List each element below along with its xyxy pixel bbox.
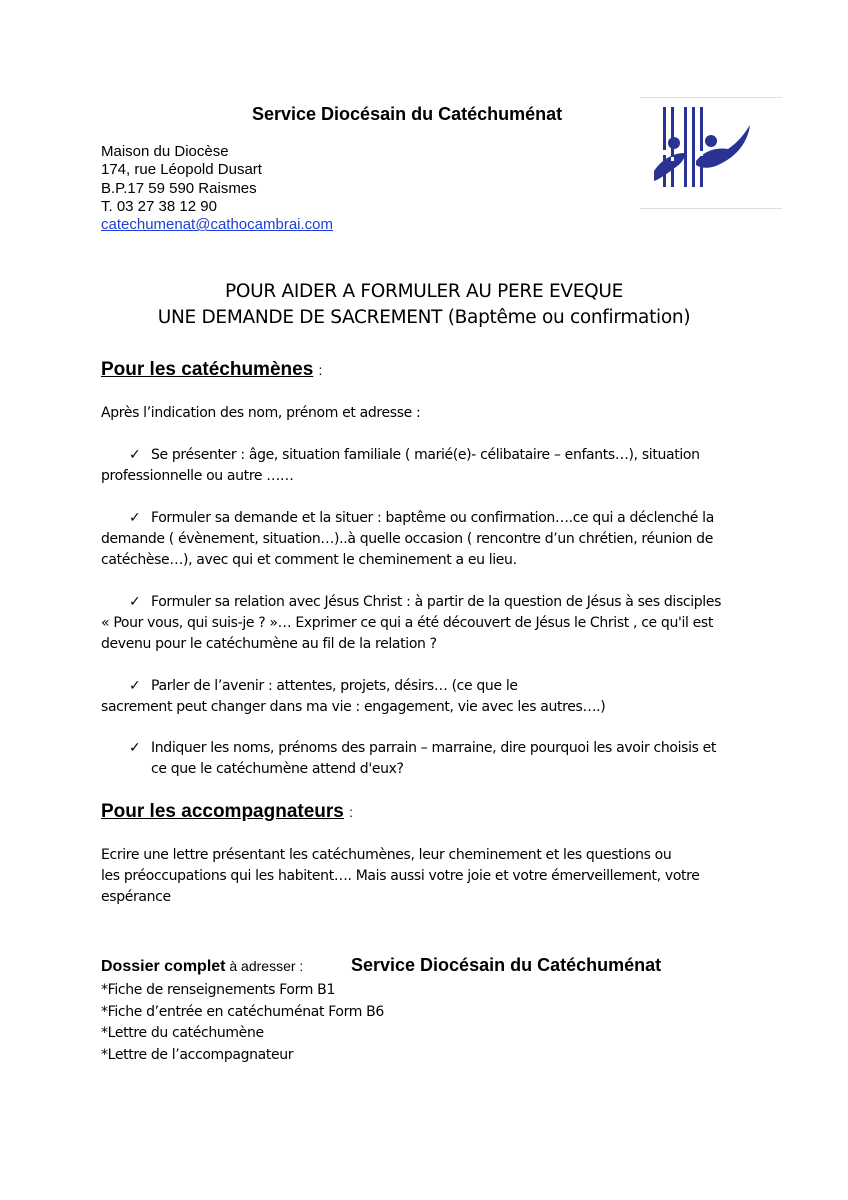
item-line: Se présenter : âge, situation familiale ( marié(e)- célibataire – enfants…), situation [151,447,700,463]
accompagnateurs-text [101,845,700,908]
item-line: demande ( évènement, situation…)..à quelle occasion ( rencontre d’un chrétien, réunion de [101,531,713,547]
checkmark-icon: ✓ [129,594,141,610]
item-line: Formuler sa relation avec Jésus Christ : à partir de la question de Jésus à ses disciples [151,594,722,610]
text-line: Ecrire une lettre présentant les catéchumènes, leur cheminement et les questions ou [101,847,672,863]
item-line: « Pour vous, qui suis-je ? »… Exprimer ce qui a été découvert de Jésus le Christ , ce qu'il est [101,615,714,631]
diocese-logo-icon [640,97,782,209]
checkmark-icon: ✓ [129,740,141,756]
dossier-list [101,980,384,1066]
list-item: *Lettre du catéchumène [101,1025,264,1041]
dossier-org: Service Diocésain du Catéchuménat [351,955,662,975]
list-item: *Lettre de l’accompagnateur [101,1046,294,1063]
dossier-heading [101,958,303,976]
checklist-item [101,508,714,571]
intro-text: Après l’indication des nom, prénom et adresse : [101,405,421,421]
checkmark-icon: ✓ [129,447,141,463]
section-heading-accompagnateurs [101,801,353,823]
section-heading-colon: : [318,362,323,378]
checklist-item [101,676,605,718]
address-line: Maison du Diocèse [101,143,229,160]
checklist-item [101,738,716,780]
logo-box [640,97,782,209]
item-line: Formuler sa demande et la situer : baptême ou confirmation….ce qui a déclenché la [151,510,714,526]
section-heading-text: Pour les catéchumènes [101,359,314,380]
text-line: espérance [101,889,171,905]
checklist-item [101,592,721,655]
section-heading-colon: : [349,804,354,820]
main-title [0,279,848,331]
list-item: *Fiche de renseignements Form B1 [101,982,335,998]
text-line: les préoccupations qui les habitent…. Mais aussi votre joie et votre émerveillement, votre [101,868,700,884]
section-heading-text: Pour les accompagnateurs [101,801,344,822]
email-link[interactable]: catechumenat@cathocambrai.com [101,216,334,234]
main-title-line-1: POUR AIDER A FORMULER AU PERE EVEQUE [225,281,623,302]
item-line: Parler de l’avenir : attentes, projets, désirs… (ce que le [151,678,518,694]
address-block [101,143,333,234]
item-line: ce que le catéchumène attend d'eux? [151,761,404,777]
section-heading-catechumenes [101,359,322,381]
phone-line: T. 03 27 38 12 90 [101,197,217,215]
item-line: professionnelle ou autre …… [101,468,294,484]
address-line: 174, rue Léopold Dusart [101,161,262,179]
dossier-label-bold: Dossier complet [101,958,226,975]
checklist-item [101,445,700,487]
address-line: B.P.17 59 590 Raismes [101,179,257,197]
item-line: catéchèse…), avec qui et comment le cheminement a eu lieu. [101,552,517,568]
dossier-label-rest: à adresser : [225,958,304,974]
org-title: Service Diocésain du Catéchuménat [252,104,563,124]
item-line: sacrement peut changer dans ma vie : engagement, vie avec les autres….) [101,699,606,715]
main-title-line-2: UNE DEMANDE DE SACREMENT (Baptême ou confirmation) [157,307,691,328]
checkmark-icon: ✓ [129,510,141,526]
item-line: Indiquer les noms, prénoms des parrain – marraine, dire pourquoi les avoir choisis et [151,740,717,756]
item-line: devenu pour le catéchumène au fil de la relation ? [101,636,437,652]
list-item: *Fiche d’entrée en catéchuménat Form B6 [101,1003,384,1020]
checkmark-icon: ✓ [129,678,141,694]
